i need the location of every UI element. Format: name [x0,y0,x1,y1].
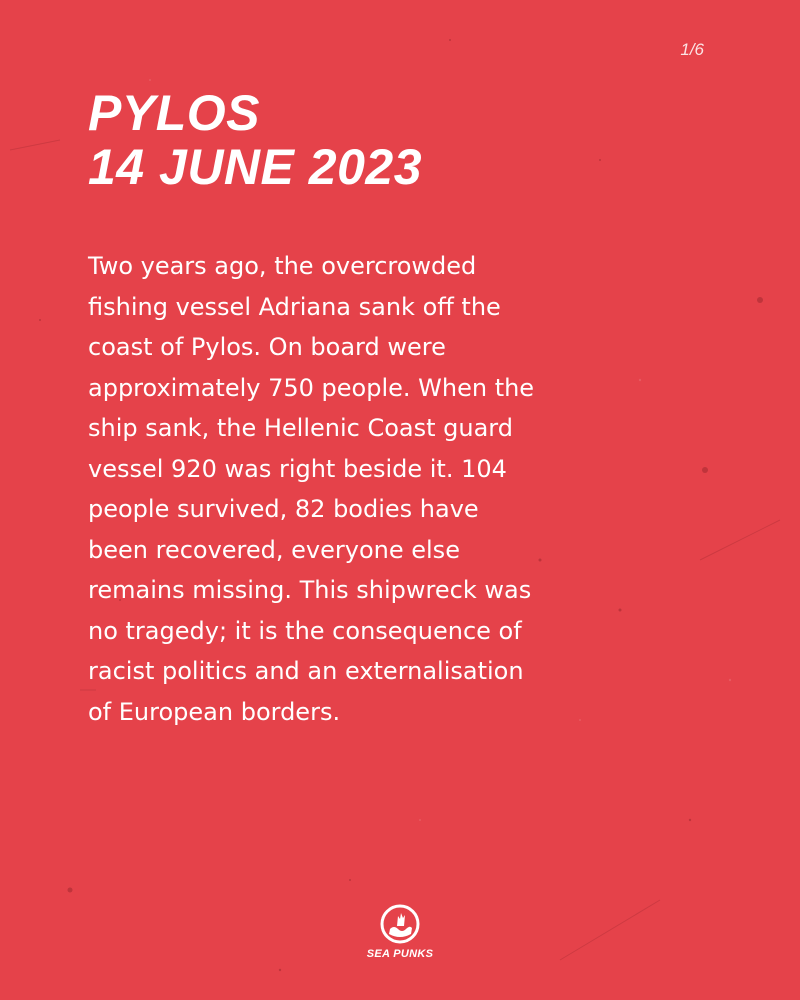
sea-punks-logo-icon [380,904,420,944]
sea-punks-logo [340,904,460,960]
body-text: Two years ago, the overcrowded fishing vessel Adriana sank off the coast of Pylos. On board were approximately 750 people. When the ship sank, the Hellenic Coast guard vessel 920 was right beside it. 104 people survived, 82 bodies have been recovered, everyone else remains missing. This shipwreck was no tragedy; it is the consequence of racist politics and an externalisation of European borders. [88,252,535,726]
headline-place: PYLOS [88,85,260,141]
logo-text: SEA PUNKS [366,948,434,960]
page-counter: 1/6 [680,40,704,59]
headline-date: 14 JUNE 2023 [88,139,423,195]
headline [88,86,422,194]
